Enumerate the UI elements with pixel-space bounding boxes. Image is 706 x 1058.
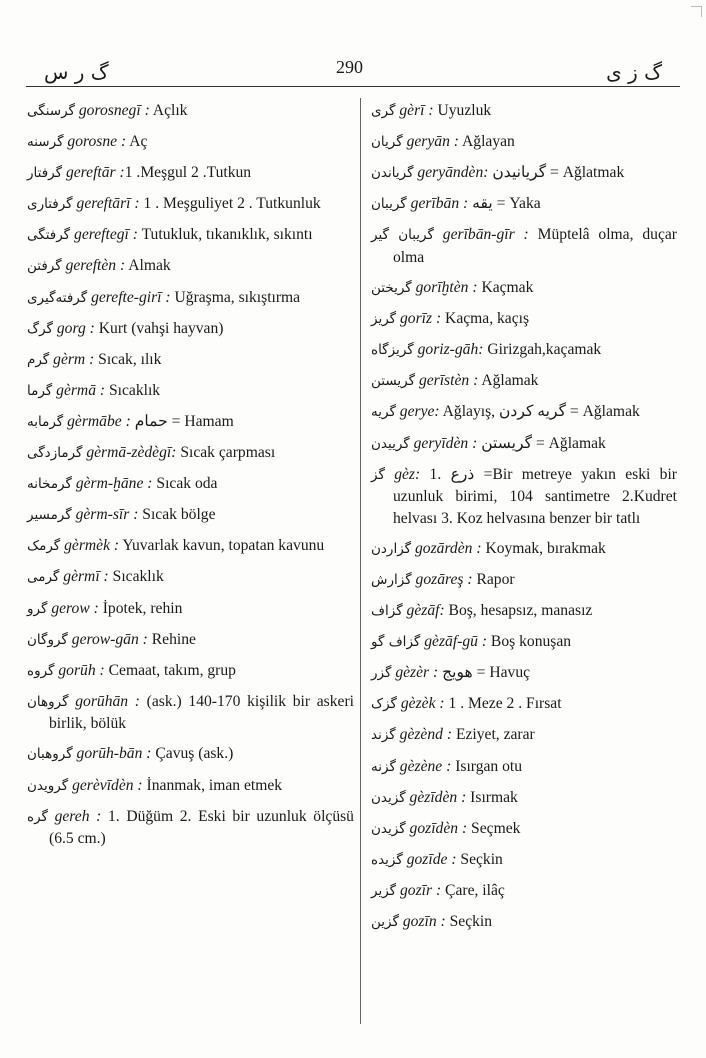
dictionary-entry bbox=[371, 631, 677, 654]
entry-transliteration: gozīn : bbox=[402, 913, 446, 931]
entry-definition: Boş, hesapsız, manasız bbox=[444, 602, 593, 620]
entry-arabic-headword: گروهان bbox=[27, 693, 69, 710]
entry-transliteration: gereftār : bbox=[65, 164, 125, 182]
dictionary-entry bbox=[371, 538, 677, 561]
entry-arabic-headword: گزنه bbox=[371, 758, 396, 775]
entry-arabic-headword: گرمک bbox=[27, 538, 61, 555]
dictionary-entry bbox=[27, 287, 354, 310]
entry-arabic-headword: گزیده bbox=[371, 851, 403, 868]
entry-transliteration: geryāndèn: bbox=[417, 164, 489, 182]
dictionary-entry bbox=[371, 224, 677, 268]
entry-arabic-headword: گرفته‌گیری bbox=[27, 289, 88, 306]
entry-arabic-headword: گری bbox=[371, 103, 396, 119]
entry-transliteration: gereftèn : bbox=[65, 257, 126, 275]
entry-transliteration: gerībān : bbox=[410, 195, 469, 213]
entry-transliteration: gorūh-bān : bbox=[76, 745, 152, 763]
entry-definition: Uyuzluk bbox=[433, 102, 492, 119]
header-rule bbox=[26, 86, 680, 87]
entry-arabic-headword: گزین bbox=[371, 914, 399, 931]
dictionary-entry bbox=[371, 662, 677, 685]
entry-transliteration: gerefte-girī : bbox=[91, 288, 171, 306]
entry-arabic-headword: گرمازدگی bbox=[27, 445, 83, 462]
dictionary-entry bbox=[27, 349, 354, 372]
entry-arabic-headword: گرسنگی bbox=[27, 103, 75, 119]
entry-definition: حمام = Hamam bbox=[130, 412, 234, 430]
entry-definition: Eziyet, zarar bbox=[452, 726, 535, 744]
entry-definition: Cemaat, takım, grup bbox=[104, 661, 236, 679]
dictionary-entry bbox=[371, 193, 677, 216]
entry-transliteration: gozārdèn : bbox=[414, 539, 482, 557]
entry-arabic-headword: گرییدن bbox=[371, 435, 410, 452]
entry-definition: Sıcak çarpması bbox=[176, 444, 276, 462]
entry-arabic-headword: گریاندن bbox=[371, 165, 414, 182]
dictionary-entry bbox=[27, 806, 354, 850]
entry-arabic-headword: گرمسیر bbox=[27, 507, 72, 524]
column-divider bbox=[360, 98, 361, 1024]
entry-transliteration: gèzāf-gū : bbox=[424, 633, 488, 651]
entry-transliteration: gèrm-ḫāne : bbox=[75, 475, 153, 493]
entry-transliteration: gèrmā-zèdègī: bbox=[86, 444, 177, 462]
entry-definition: Sıcak, ılık bbox=[94, 350, 162, 368]
dictionary-entry bbox=[371, 880, 677, 903]
dictionary-entry bbox=[27, 193, 354, 216]
entry-definition: Rapor bbox=[472, 571, 515, 588]
dictionary-entry bbox=[27, 504, 354, 527]
dictionary-entry bbox=[27, 775, 354, 798]
entry-transliteration: gerībān-gīr : bbox=[442, 226, 529, 244]
entry-arabic-headword: گرویدن bbox=[27, 777, 69, 794]
entry-definition: گریستن = Ağlamak bbox=[477, 434, 606, 452]
dictionary-entry bbox=[27, 442, 354, 465]
entry-arabic-headword: گروهبان bbox=[27, 746, 73, 763]
dictionary-entry bbox=[371, 131, 677, 154]
entry-transliteration: gozīr : bbox=[400, 881, 442, 899]
entry-transliteration: gereftārī : bbox=[76, 195, 140, 213]
dictionary-entry bbox=[27, 100, 354, 123]
entry-definition: گریانیدن = Ağlatmak bbox=[488, 164, 625, 182]
entry-transliteration: gorosne : bbox=[67, 133, 127, 151]
entry-transliteration: gorg : bbox=[56, 319, 95, 337]
entry-arabic-headword: گرم bbox=[27, 351, 50, 368]
dictionary-entry bbox=[27, 318, 354, 341]
entry-transliteration: gerèvīdèn : bbox=[72, 776, 143, 794]
dictionary-entry bbox=[371, 911, 677, 934]
entry-definition: Seçmek bbox=[467, 819, 521, 837]
entry-transliteration: gereftegī : bbox=[74, 226, 138, 244]
entry-definition: Sıcaklık bbox=[105, 381, 161, 399]
entry-definition: Ağlayış, گریه کردن = Ağlamak bbox=[439, 403, 640, 421]
entry-arabic-headword: گرفتاری bbox=[27, 196, 73, 213]
entry-definition: Tutukluk, tıkanıklık, sıkıntı bbox=[137, 226, 313, 244]
entry-definition: Çavuş (ask.) bbox=[151, 745, 234, 763]
entry-definition: Sıcak oda bbox=[152, 475, 218, 493]
entry-arabic-headword: گروگان bbox=[27, 631, 68, 648]
entry-transliteration: gèzèk : bbox=[400, 695, 445, 713]
entry-transliteration: gerow-gān : bbox=[71, 630, 148, 648]
entry-definition: Müptelâ olma, duçar olma bbox=[393, 226, 677, 266]
entry-definition: Kurt (vahşi hayvan) bbox=[94, 319, 224, 337]
dictionary-entry bbox=[27, 566, 354, 589]
entry-definition: Ağlayan bbox=[458, 133, 515, 151]
entry-transliteration: gozīdèn : bbox=[409, 819, 468, 837]
entry-definition: 1. Düğüm 2. Eski bir uzunluk ölçüsü (6.5 cm.) bbox=[49, 807, 354, 848]
entry-transliteration: gozāreş : bbox=[415, 571, 473, 588]
entry-arabic-headword: گزیدن bbox=[371, 820, 406, 837]
entry-definition: Aç bbox=[126, 133, 148, 151]
entry-definition: İnanmak, iman etmek bbox=[142, 776, 283, 794]
entry-transliteration: gerīstèn : bbox=[418, 372, 479, 390]
dictionary-entry bbox=[27, 660, 354, 683]
entry-arabic-headword: گرو bbox=[27, 600, 48, 617]
entry-transliteration: gèzène : bbox=[399, 757, 452, 775]
entry-definition: Uğraşma, sıkıştırma bbox=[170, 288, 301, 306]
dictionary-entry bbox=[371, 308, 677, 331]
entry-arabic-headword: گرفتگی bbox=[27, 227, 71, 244]
entry-arabic-headword: گزیدن bbox=[371, 789, 406, 806]
entry-arabic-headword: گرفتن bbox=[27, 258, 62, 275]
entry-definition: Isırmak bbox=[466, 788, 518, 806]
entry-arabic-headword: گرما bbox=[27, 382, 53, 399]
entry-arabic-headword: گریزگاه bbox=[371, 342, 414, 359]
header-right-letters: گ ز ى bbox=[606, 60, 662, 84]
entry-arabic-headword: گریبان bbox=[371, 196, 407, 213]
entry-arabic-headword: گرفتار bbox=[27, 165, 63, 182]
entry-arabic-headword: گروه bbox=[27, 662, 55, 679]
dictionary-entry bbox=[371, 433, 677, 456]
entry-arabic-headword: گزاف bbox=[371, 603, 403, 620]
entry-arabic-headword: گرگ bbox=[27, 320, 53, 337]
dictionary-entry bbox=[371, 724, 677, 747]
dictionary-entry bbox=[27, 535, 354, 558]
entry-transliteration: gozīde : bbox=[406, 850, 457, 868]
entry-definition: Rehine bbox=[147, 630, 196, 648]
entry-transliteration: gorīḫtèn : bbox=[415, 279, 478, 297]
entry-arabic-headword: گره bbox=[27, 808, 48, 825]
entry-arabic-headword: گزک bbox=[371, 696, 397, 713]
entry-arabic-headword: گرمابه bbox=[27, 413, 64, 430]
dictionary-entry bbox=[27, 162, 354, 185]
entry-definition: Seçkin bbox=[456, 850, 503, 868]
entry-definition: Girizgah,kaçamak bbox=[483, 341, 602, 359]
right-column bbox=[371, 100, 677, 942]
dictionary-entry bbox=[27, 691, 354, 735]
dictionary-entry bbox=[371, 277, 677, 300]
dictionary-entry bbox=[371, 849, 677, 872]
dictionary-entry bbox=[371, 756, 677, 779]
entry-transliteration: gèrm : bbox=[53, 350, 95, 368]
entry-transliteration: gèzīdèn : bbox=[409, 788, 467, 806]
entry-arabic-headword: گریستن bbox=[371, 373, 416, 390]
entry-definition: Almak bbox=[125, 257, 171, 275]
entry-arabic-headword: گزر bbox=[371, 665, 392, 682]
dictionary-entry bbox=[371, 818, 677, 841]
entry-transliteration: gèrmābe : bbox=[67, 412, 131, 430]
dictionary-entry bbox=[371, 401, 677, 424]
dictionary-entry bbox=[371, 370, 677, 393]
dictionary-entry bbox=[371, 600, 677, 623]
entry-transliteration: gèzāf: bbox=[406, 602, 445, 620]
entry-transliteration: gorūhān : bbox=[75, 692, 140, 710]
entry-definition: Sıcak bölge bbox=[138, 506, 216, 524]
entry-arabic-headword: گریبان گیر bbox=[371, 227, 434, 244]
entry-definition: يقه = Yaka bbox=[468, 195, 541, 213]
dictionary-entry bbox=[371, 464, 677, 530]
dictionary-entry bbox=[371, 339, 677, 362]
header-left-letters: گ ر س bbox=[44, 60, 109, 84]
dictionary-entry bbox=[27, 380, 354, 403]
entry-arabic-headword: گزاردن bbox=[371, 540, 412, 557]
entry-arabic-headword: گزند bbox=[371, 727, 396, 744]
dictionary-entry bbox=[27, 131, 354, 154]
entry-definition: Çare, ilâç bbox=[441, 881, 505, 899]
entry-definition: Kaçma, kaçış bbox=[441, 310, 530, 328]
entry-definition: Sıcaklık bbox=[108, 568, 164, 586]
entry-arabic-headword: گزیر bbox=[371, 882, 397, 899]
entry-definition: 1 . Meşguliyet 2 . Tutkunluk bbox=[139, 195, 321, 213]
dictionary-entry bbox=[27, 473, 354, 496]
entry-transliteration: gèrī : bbox=[399, 102, 434, 119]
entry-arabic-headword: گز bbox=[371, 466, 385, 483]
entry-definition: İpotek, rehin bbox=[98, 599, 183, 617]
entry-transliteration: gèrmèk : bbox=[64, 537, 120, 555]
entry-arabic-headword: گزاف گو bbox=[371, 634, 421, 651]
entry-transliteration: gerye: bbox=[399, 403, 440, 421]
dictionary-entry bbox=[371, 787, 677, 810]
entry-definition: Koymak, bırakmak bbox=[481, 539, 606, 557]
entry-definition: Yuvarlak kavun, topatan kavunu bbox=[119, 537, 325, 555]
entry-definition: 1. ذرع =Bir metreye yakın eski bir uzunluk birimi, 104 santimetre 2.Kudret helvası 3. Koz helvasına benzer bir tatlı bbox=[393, 465, 677, 527]
entry-definition: (ask.) 140-170 kişilik bir askeri birlik, bölük bbox=[49, 692, 354, 733]
dictionary-entry bbox=[27, 224, 354, 247]
entry-transliteration: gorīz : bbox=[400, 310, 442, 328]
entry-transliteration: geryān : bbox=[406, 133, 459, 151]
dictionary-entry bbox=[27, 598, 354, 621]
entry-transliteration: gèz: bbox=[394, 465, 421, 483]
entry-transliteration: gerow : bbox=[51, 599, 99, 617]
entry-transliteration: gèrmā : bbox=[56, 381, 106, 399]
entry-definition: Boş konuşan bbox=[487, 633, 572, 651]
entry-arabic-headword: گریه bbox=[371, 404, 396, 421]
dictionary-entry bbox=[371, 693, 677, 716]
entry-arabic-headword: گریختن bbox=[371, 280, 412, 297]
entry-definition: Açlık bbox=[149, 102, 188, 119]
dictionary-entry bbox=[371, 100, 677, 123]
entry-transliteration: gèzènd : bbox=[399, 726, 453, 744]
dictionary-entry bbox=[27, 743, 354, 766]
entry-definition: Ağlamak bbox=[478, 372, 539, 390]
page-number: 290 bbox=[336, 57, 363, 77]
dictionary-entry bbox=[27, 411, 354, 434]
entry-transliteration: gèrm-sīr : bbox=[75, 506, 139, 524]
entry-transliteration: gèrmī : bbox=[63, 568, 109, 586]
dictionary-entry bbox=[371, 162, 677, 185]
entry-definition: Kaçmak bbox=[477, 279, 534, 297]
entry-definition: 1 . Meze 2 . Fırsat bbox=[444, 695, 562, 713]
entry-arabic-headword: گزارش bbox=[371, 572, 412, 588]
entry-transliteration: gèzèr : bbox=[395, 664, 439, 682]
entry-definition: هویج = Havuç bbox=[438, 664, 531, 682]
entry-arabic-headword: گرسنه bbox=[27, 134, 64, 151]
entry-arabic-headword: گریز bbox=[371, 311, 397, 328]
entry-arabic-headword: گریان bbox=[371, 134, 403, 151]
entry-transliteration: geryīdèn : bbox=[413, 434, 478, 452]
dictionary-entry bbox=[27, 629, 354, 652]
page-corner-mark bbox=[691, 6, 702, 17]
entry-transliteration: goriz-gāh: bbox=[417, 341, 484, 359]
dictionary-entry bbox=[27, 255, 354, 278]
entry-definition: Seçkin bbox=[445, 913, 493, 931]
entry-transliteration: gorosnegī : bbox=[78, 102, 150, 119]
entry-arabic-headword: گرمی bbox=[27, 569, 60, 586]
entry-definition: 1 .Meşgul 2 .Tutkun bbox=[124, 164, 252, 182]
entry-arabic-headword: گرمخانه bbox=[27, 476, 72, 493]
entry-transliteration: gorūh : bbox=[58, 661, 105, 679]
entry-transliteration: gereh : bbox=[54, 807, 102, 825]
entry-definition: Isırgan otu bbox=[451, 757, 523, 775]
left-column bbox=[27, 100, 354, 858]
dictionary-entry bbox=[371, 569, 677, 592]
